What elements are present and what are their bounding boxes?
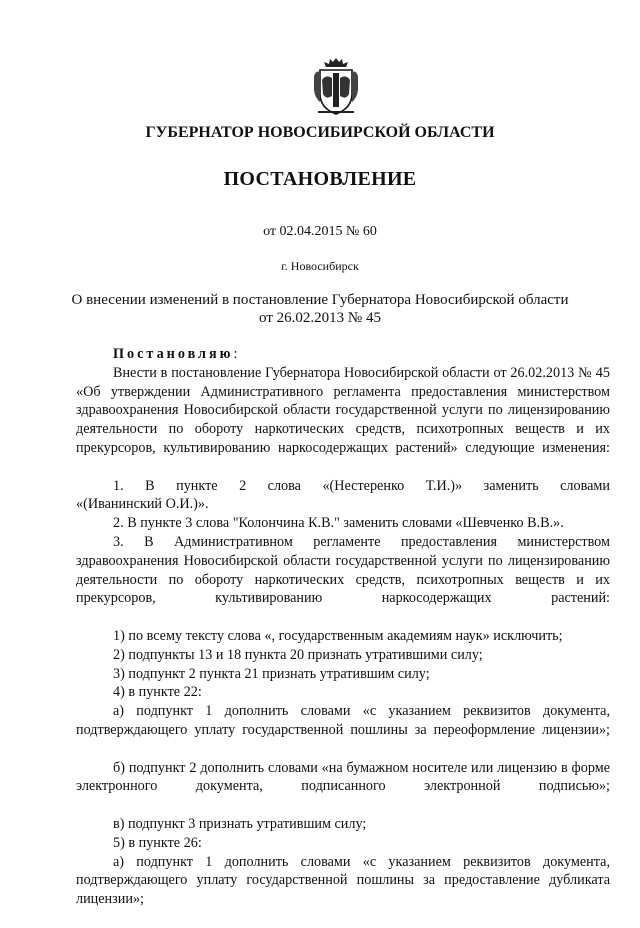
subitem-4a: а) подпункт 1 дополнить словами «с указанием реквизитов документа, подтверждающего уплату государственной пошлины за переоформление лицензии»; — [76, 703, 610, 738]
item-1-line-1: 1. В пункте 2 слова «(Нестеренко Т.И.)» заменить словами — [113, 477, 610, 494]
decree-line: Постановляю: — [113, 346, 238, 362]
subject-line-1: О внесении изменений в постановление Губернатора Новосибирской области — [71, 292, 569, 308]
document-type-title: ПОСТАНОВЛЕНИЕ — [223, 168, 417, 190]
coat-of-arms-icon — [312, 56, 360, 116]
subitem-1: 1) по всему тексту слова «, государственным академиям наук» исключить; — [113, 627, 563, 644]
document-body — [76, 345, 610, 928]
document-date-number: от 02.04.2015 № 60 — [263, 224, 377, 239]
paragraph-intro: Внести в постановление Губернатора Новосибирской области от 26.02.2013 № 45 «Об утверждении Административного регламента предоставления министерством здравоохранения Новосибирской области государственной услуги по лицензированию деятельности по обороту наркотических средств, психотропных веществ и их прекурсоров, культивированию наркосодержащих растений» следующие изменения: — [76, 364, 610, 456]
subitem-3: 3) подпункт 2 пункта 21 признать утратившим силу; — [113, 665, 430, 682]
subitem-4: 4) в пункте 22: — [113, 684, 202, 701]
subject-line-2: от 26.02.2013 № 45 — [259, 310, 381, 326]
subitem-4c: в) подпункт 3 признать утратившим силу; — [113, 815, 367, 832]
subitem-4b: б) подпункт 2 дополнить словами «на бумажном носителе или лицензию в форме электронного документа, подписанного электронной подписью»; — [76, 759, 610, 795]
subitem-5: 5) в пункте 26: — [113, 834, 202, 851]
item-3: 3. В Административном регламенте предоставления министерством здравоохранения Новосибирской области государственной услуги по лицензированию деятельности по обороту наркотических средств, психотропных веществ и их прекурсоров, культивированию наркосодержащих растений: — [76, 533, 610, 607]
document-city: г. Новосибирск — [281, 259, 359, 273]
subitem-2: 2) подпункты 13 и 18 пункта 20 признать утратившими силу; — [113, 646, 483, 663]
issuer-heading: ГУБЕРНАТОР НОВОСИБИРСКОЙ ОБЛАСТИ — [145, 124, 495, 141]
decree-word: Постановляю — [113, 346, 234, 362]
item-1-line-2: «(Иванинский О.И.)». — [76, 496, 209, 513]
subitem-5a: а) подпункт 1 дополнить словами «с указанием реквизитов документа, подтверждающего уплату государственной пошлины за предоставление дубликата лицензии»; — [76, 853, 610, 908]
document-subject — [0, 291, 640, 327]
item-2: 2. В пункте 3 слова "Колончина К.В." заменить словами «Шевченко В.В.». — [113, 515, 564, 532]
